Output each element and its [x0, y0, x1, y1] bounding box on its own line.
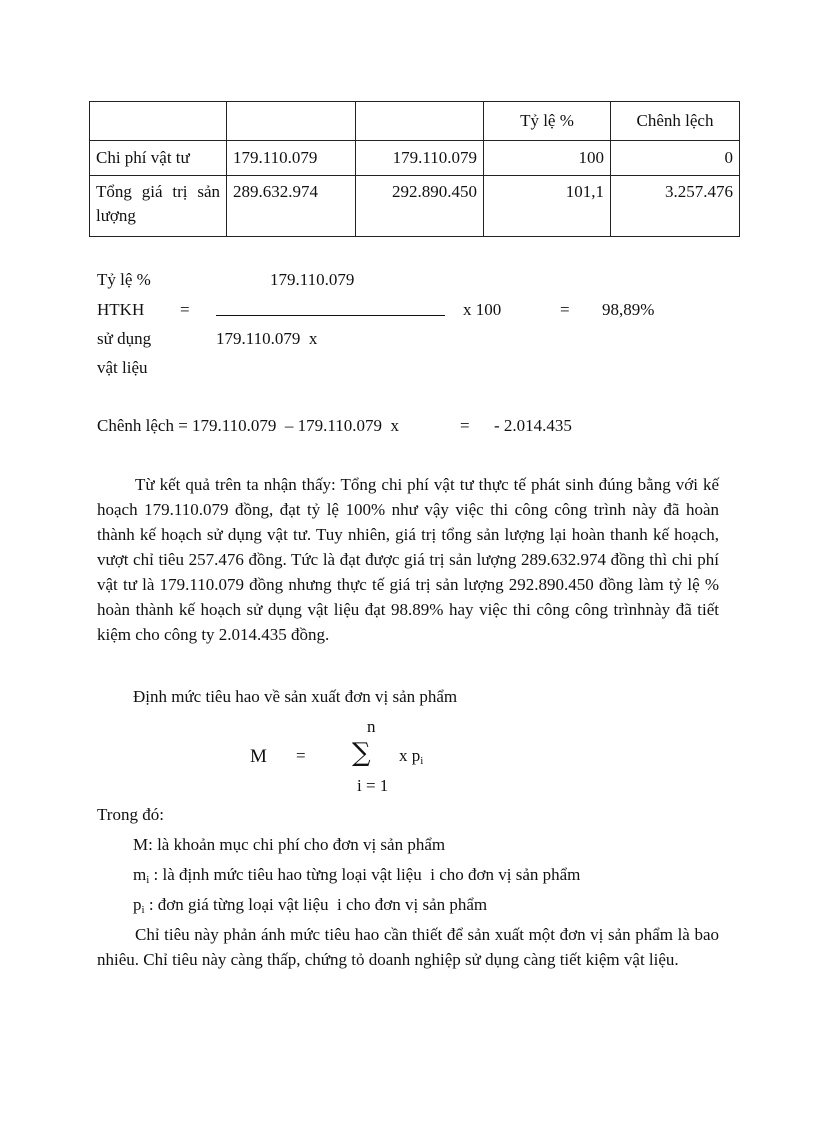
formula-multiplier: x 100 [463, 300, 502, 319]
difference-result: - 2.014.435 [494, 416, 572, 435]
where-item-text: : là định mức tiêu hao từng loại vật liệu i cho đơn vị sản phẩm [149, 865, 581, 884]
formula-numerator: 179.110.079 [270, 270, 355, 289]
formula-label-line: vật liệu [97, 358, 148, 377]
where-item: M: là khoản mục chi phí cho đơn vị sản phẩm [133, 835, 446, 854]
table-cell: 0 [611, 141, 740, 176]
sum-upper-limit: n [367, 717, 376, 736]
table-cell: 292.890.450 [356, 176, 484, 237]
table-header-cell [227, 102, 356, 141]
formula-result: 98,89% [602, 300, 655, 319]
sum-term-subscript: i [420, 755, 424, 767]
table-cell: 3.257.476 [611, 176, 740, 237]
formula-lhs: M [250, 746, 267, 767]
comparison-table [89, 101, 740, 237]
where-item-var: m [133, 865, 147, 884]
norm-intro: Định mức tiêu hao về sản xuất đơn vị sản phẩm [133, 687, 458, 706]
formula-equals: = [180, 300, 190, 319]
sum-lower-limit: i = 1 [357, 776, 389, 795]
formula-denominator: 179.110.079 x [216, 329, 318, 348]
table-cell: 289.632.974 [227, 176, 356, 237]
indicator-paragraph: Chỉ tiêu này phản ánh mức tiêu hao cần thiết để sản xuất một đơn vị sản phẩm là bao nhiêu. Chỉ tiêu này càng thấp, chứng tỏ doanh nghiệp sử dụng càng tiết kiệm vật liệu. [97, 925, 719, 969]
sigma-symbol: ∑ [352, 738, 371, 768]
analysis-paragraph: Từ kết quả trên ta nhận thấy: Tổng chi phí vật tư thực tế phát sinh đúng bằng với kế hoạch 179.110.079 đồng, đạt tỷ lệ 100% như vậy việc thi công công trình này đã hoàn thành kế hoạch sử dụng vật tư. Tuy nhiên, giá trị tổng sản lượng lại hoàn thanh kế hoạch, vượt chỉ tiêu 257.476 đồng. Tức là đạt được giá trị sản lượng 289.632.974 đồng thì chi phí vật tư là 179.110.079 đồng nhưng thực tế giá trị sản lượng 292.890.450 đồng làm tỷ lệ % hoàn thành kế hoạch sử dụng vật liệu đạt 98.89% hay việc thi công công trìnhnày đã tiết kiệm cho công ty 2.014.435 đồng. [97, 475, 719, 644]
sum-term-prefix: x p [399, 746, 421, 765]
where-item-sub: i [141, 904, 145, 916]
formula-equals: = [296, 746, 306, 765]
where-label: Trong đó: [97, 805, 164, 824]
table-cell-label: Chi phí vật tư [90, 141, 227, 176]
formula-label-line: Tỷ lệ % [97, 270, 151, 289]
table-header-rate: Tỷ lệ % [484, 102, 611, 141]
table-header-difference: Chênh lệch [611, 102, 740, 141]
where-item-var: p [133, 895, 142, 914]
formula-label-line: sử dụng [97, 329, 152, 348]
table-row [90, 141, 740, 176]
table-cell: 179.110.079 [227, 141, 356, 176]
table-cell: 101,1 [484, 176, 611, 237]
table-cell: 100 [484, 141, 611, 176]
table-cell: 179.110.079 [356, 141, 484, 176]
where-item-text: : đơn giá từng loại vật liệu i cho đơn vị sản phẩm [144, 895, 488, 914]
table-header-cell [90, 102, 227, 141]
where-item-sub: i [146, 874, 150, 886]
sum-term [399, 746, 423, 767]
difference-expression: Chênh lệch = 179.110.079 – 179.110.079 x [97, 416, 400, 435]
where-item [133, 895, 487, 916]
where-item [133, 865, 580, 886]
formula-equals: = [460, 416, 470, 435]
table-cell-label: Tổng giá trị sản lượng [90, 176, 227, 237]
table-header-cell [356, 102, 484, 141]
formula-label-line: HTKH [97, 300, 145, 319]
fraction-bar [216, 315, 445, 316]
table-header-row [90, 102, 740, 141]
formula-equals: = [560, 300, 570, 319]
table-row [90, 176, 740, 237]
